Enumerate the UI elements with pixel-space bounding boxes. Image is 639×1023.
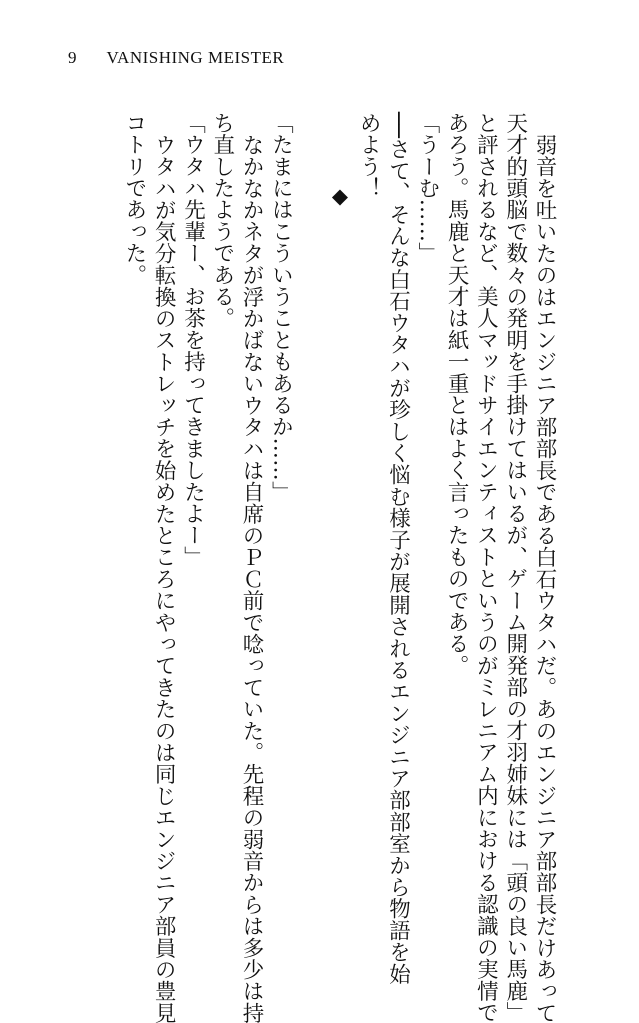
text-line: 天才的頭脳で数々の発明を手掛けてはいるが、ゲーム開発部の才羽姉妹には「頭の良い馬鹿」 [502,112,528,1023]
dialogue-line: 「たまにはこういうこともあるか……」 [268,112,294,503]
text-line: ウタハが気分転換のストレッチを始めたところにやってきたのは同じエンジニア部員の豊見 [151,133,177,1023]
vertical-text-body [120,112,559,1023]
book-title: VANISHING MEISTER [106,48,285,67]
text-line: あろう。馬鹿と天才は紙一重とはよく言ったものである。 [444,112,470,677]
running-header [68,48,284,68]
text-line: なかなかネタが浮かばないウタハは自席のＰＣ前で唸っていた。先程の弱音からは多少は持 [239,133,265,1023]
text-line: めよう！ [356,112,382,199]
dialogue-line: 「ウタハ先輩ー、お茶を持ってきましたよー」 [180,112,206,568]
text-line: ──さて、そんな白石ウタハが珍しく悩む様子が展開されるエンジニア部部室から物語を始 [385,112,411,985]
text-line: ち直したようである。 [209,112,235,329]
scene-break-diamond: ◆ [327,184,352,209]
dialogue-line: 「うーむ……」 [414,112,440,264]
text-line: コトリであった。 [121,112,147,286]
text-line: 弱音を吐いたのはエンジニア部部長である白石ウタハだ。あのエンジニア部部長だけあって [532,133,557,1023]
page-number: 9 [68,48,77,67]
blank-line [295,112,324,862]
text-line: と評されるなど、美人マッドサイエンティストというのがミレニアム内における認識の実情で [473,112,499,1023]
